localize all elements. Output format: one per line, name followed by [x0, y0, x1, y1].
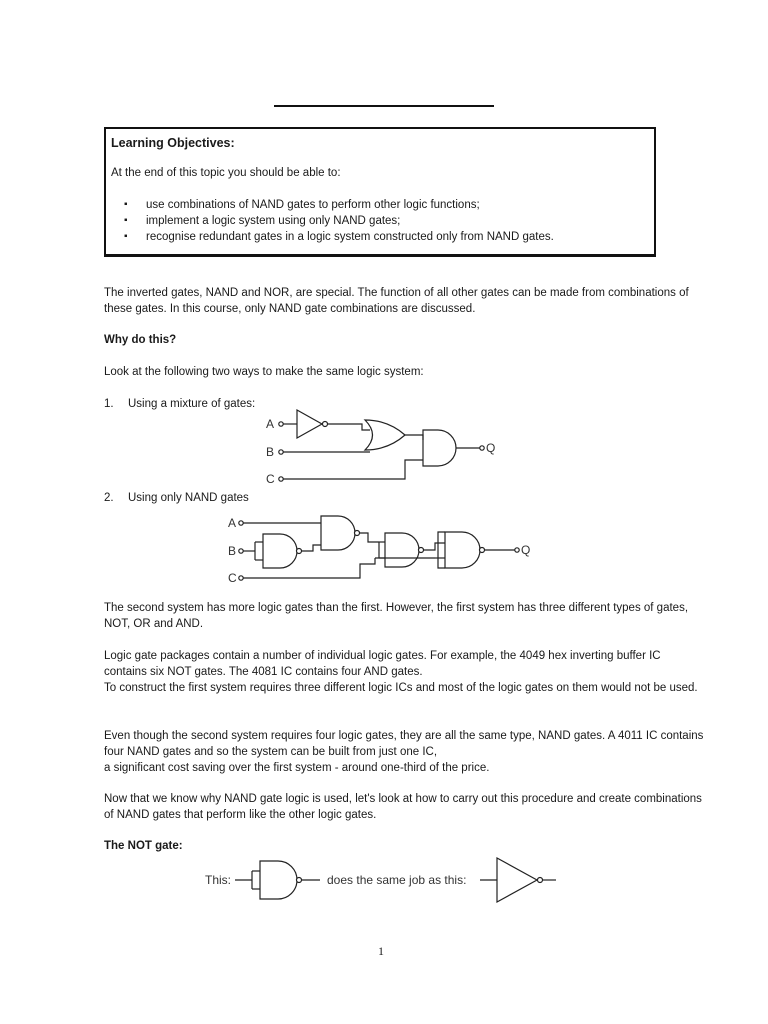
- objective-item: ▪ recognise redundant gates in a logic system constructed only from NAND gates.: [122, 229, 554, 245]
- nand-as-not-symbol: [260, 861, 297, 899]
- label-c: C: [228, 571, 237, 585]
- look-paragraph: Look at the following two ways to make the same logic system:: [104, 366, 424, 378]
- or-gate-symbol: [365, 420, 405, 450]
- way2-label: Using only NAND gates: [128, 492, 249, 504]
- objectives-heading: Learning Objectives:: [111, 136, 235, 150]
- packages-paragraph: Logic gate packages contain a number of individual logic gates. For example, the 4049 hex inverting buffer IC contains six NOT gates. The 4081 IC contains four AND gates.: [104, 650, 661, 678]
- objective-item: ▪ use combinations of NAND gates to perform other logic functions;: [122, 197, 554, 213]
- nand-gate-4: [445, 532, 480, 568]
- label-b: B: [266, 445, 275, 459]
- title-underline: [274, 105, 494, 107]
- not-gate-comparison-diagram: [200, 855, 570, 910]
- circuit-nand-diagram: [225, 512, 545, 592]
- not-gate-symbol: [297, 410, 322, 438]
- way2-line: [104, 490, 704, 506]
- same-job-label: does the same job as this:: [327, 873, 467, 887]
- intro-paragraph: The inverted gates, NAND and NOR, are special. The function of all other gates can be made from combinations of these gates. In this course, only NAND gate combinations are discussed.: [104, 287, 689, 315]
- way2-number: 2.: [104, 492, 114, 504]
- objectives-intro: At the end of this topic you should be able to:: [111, 167, 341, 179]
- input-b-terminal: [279, 450, 283, 454]
- label-b: B: [228, 544, 237, 558]
- not-gate-symbol: [497, 858, 537, 902]
- nand-gate-3: [385, 533, 419, 567]
- now-paragraph: Now that we know why NAND gate logic is used, let's look at how to carry out this procedure and create combinations of NAND gates that perform like the other logic gates.: [104, 793, 702, 821]
- learning-objectives-box: [104, 127, 656, 257]
- why-heading: Why do this?: [104, 334, 177, 346]
- this-label: This:: [205, 873, 232, 887]
- packages-paragraph-2: To construct the first system requires three different logic ICs and most of the logic gates on them would not be used.: [104, 682, 698, 694]
- label-q: Q: [521, 543, 531, 557]
- objective-item: ▪ implement a logic system using only NAND gates;: [122, 213, 554, 229]
- page-number: 1: [378, 944, 384, 958]
- objectives-list: [122, 197, 554, 245]
- second-system-paragraph: The second system has more logic gates than the first. However, the first system has three different types of gates, NOT, OR and AND.: [104, 602, 689, 630]
- circuit-mixture-diagram: [260, 402, 510, 488]
- label-a: A: [266, 417, 275, 431]
- input-c-terminal: [279, 477, 283, 481]
- label-q: Q: [486, 441, 496, 455]
- nand-gate-1: [263, 534, 297, 568]
- cost-saving-line: a significant cost saving over the first system - around one-third of the price.: [104, 762, 490, 774]
- way1-label: Using a mixture of gates:: [128, 398, 256, 410]
- label-c: C: [266, 472, 275, 486]
- and-gate-symbol: [423, 430, 456, 466]
- input-a-terminal: [279, 422, 283, 426]
- not-gate-heading: The NOT gate:: [104, 840, 183, 852]
- label-a: A: [228, 516, 237, 530]
- even-paragraph: Even though the second system requires four logic gates, they are all the same type, NAND gates. A 4011 IC contains four NAND gates and so the system can be built from just one IC,: [104, 730, 704, 758]
- output-q-terminal: [480, 446, 484, 450]
- nand-gate-2: [321, 516, 355, 550]
- way1-number: 1.: [104, 398, 114, 410]
